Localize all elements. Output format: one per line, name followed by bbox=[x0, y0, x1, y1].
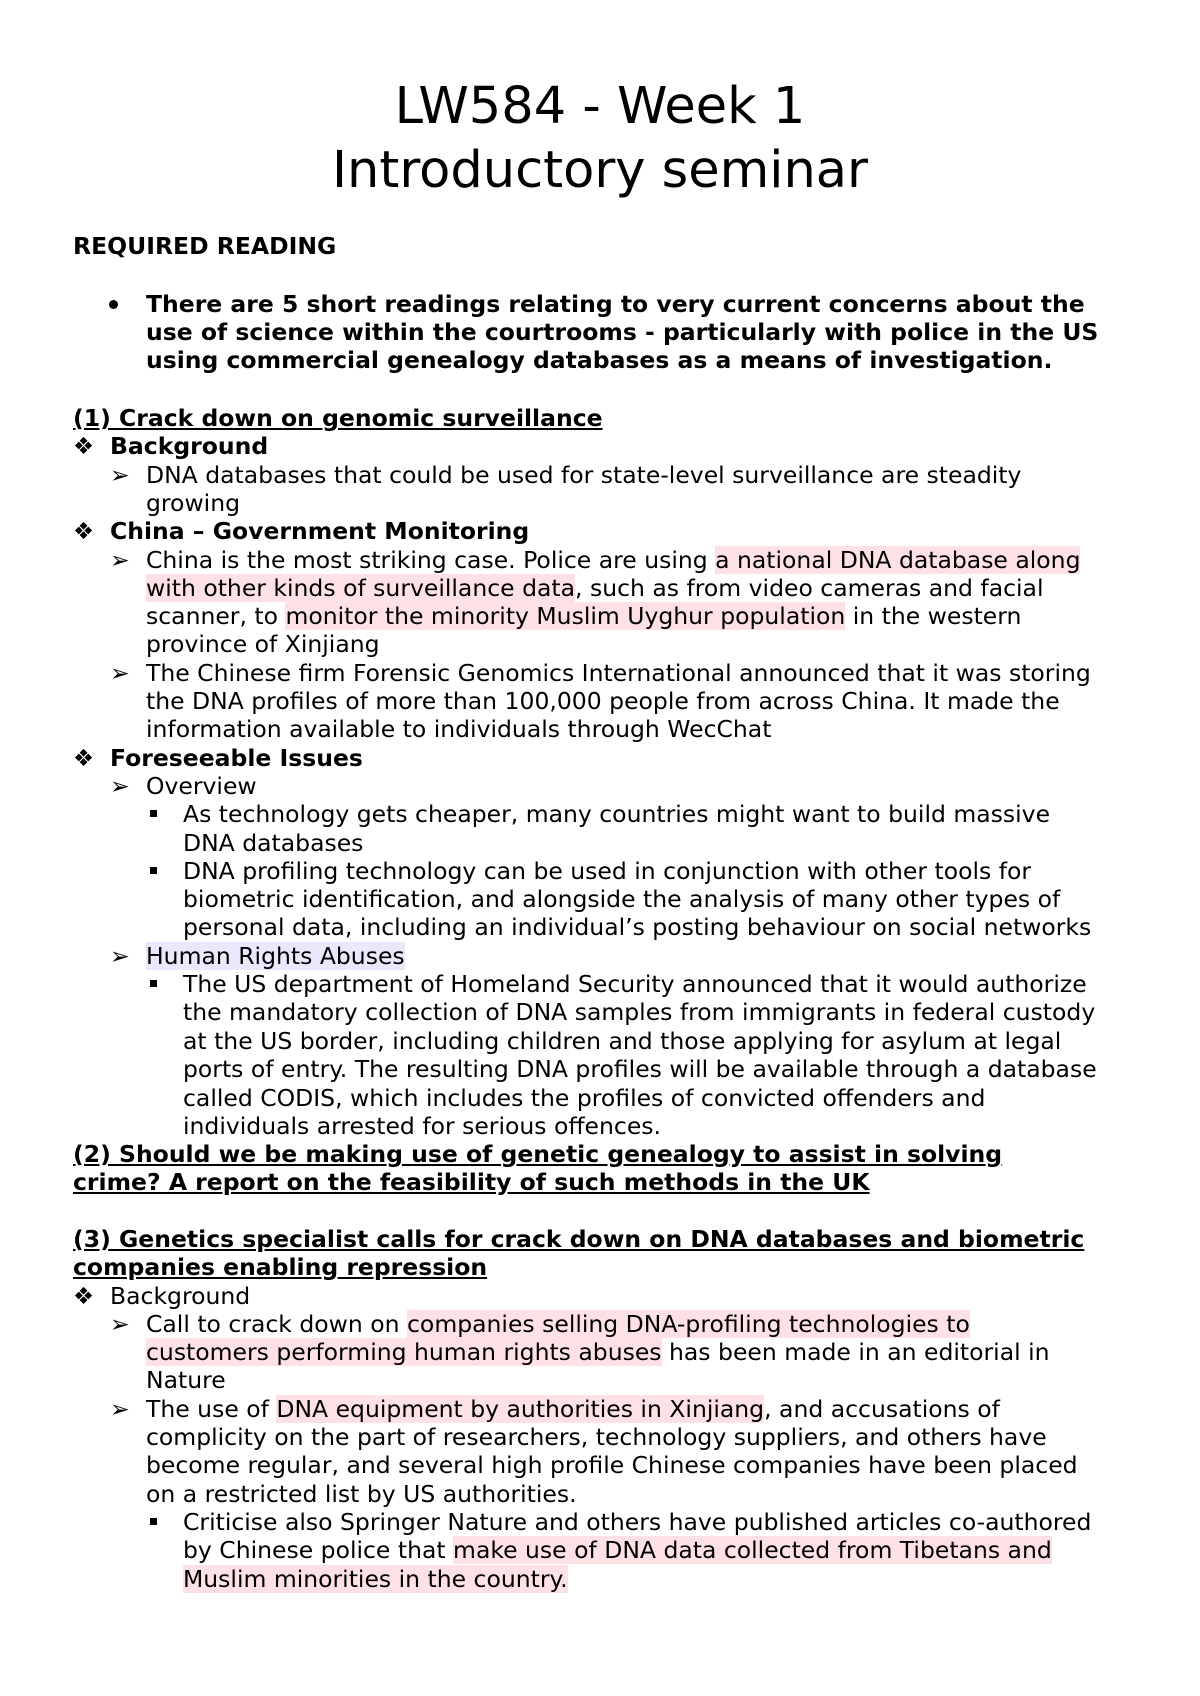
list-item-line: personal data, including an individual’s posting behaviour on social networks bbox=[183, 913, 1092, 941]
diamond-bullet-icon: ❖ bbox=[73, 432, 95, 460]
china-label: China – Government Monitoring bbox=[110, 517, 530, 545]
list-item-line: the mandatory collection of DNA samples from immigrants in federal custody bbox=[183, 998, 1096, 1026]
arrow-bullet-icon: ➢ bbox=[110, 461, 130, 489]
list-item-line: As technology gets cheaper, many countries might want to build massive bbox=[183, 800, 1051, 828]
list-item-line: on a restricted list by US authorities. bbox=[146, 1480, 577, 1508]
list-item-line: Call to crack down on companies selling DNA-profiling technologies to bbox=[146, 1310, 970, 1338]
list-item-line: called CODIS, which includes the profiles of convicted offenders and bbox=[183, 1084, 986, 1112]
list-item-line: at the US border, including children and those applying for asylum at legal bbox=[183, 1027, 1062, 1055]
arrow-bullet-icon: ➢ bbox=[110, 659, 130, 687]
highlight: monitor the minority Muslim Uyghur population bbox=[285, 602, 846, 630]
bullet-dot bbox=[109, 300, 118, 309]
list-item-line: customers performing human rights abuses has been made in an editorial in bbox=[146, 1338, 1050, 1366]
list-item-line: The Chinese firm Forensic Genomics International announced that it was storing bbox=[146, 659, 1091, 687]
list-item-line: become regular, and several high profile Chinese companies have been placed bbox=[146, 1451, 1078, 1479]
arrow-bullet-icon: ➢ bbox=[110, 546, 130, 574]
list-item-line: growing bbox=[146, 489, 240, 517]
diamond-bullet-icon: ❖ bbox=[73, 744, 95, 772]
list-item-line: the DNA profiles of more than 100,000 people from across China. It made the bbox=[146, 687, 1060, 715]
section3-heading: companies enabling repression bbox=[73, 1253, 488, 1281]
reading-summary-line: using commercial genealogy databases as a means of investigation. bbox=[146, 346, 1053, 374]
highlight: make use of DNA data collected from Tibetans and bbox=[453, 1536, 1052, 1564]
reading-summary-line: There are 5 short readings relating to very current concerns about the bbox=[146, 290, 1085, 318]
diamond-bullet-icon: ❖ bbox=[73, 1282, 95, 1310]
list-item-line: scanner, to monitor the minority Muslim Uyghur population in the western bbox=[146, 602, 1022, 630]
list-item-line bbox=[183, 1565, 568, 1593]
list-item-line: DNA profiling technology can be used in conjunction with other tools for bbox=[183, 857, 1032, 885]
list-item-line: ports of entry. The resulting DNA profiles will be available through a database bbox=[183, 1055, 1097, 1083]
list-item-line: with other kinds of surveillance data, such as from video cameras and facial bbox=[146, 574, 1044, 602]
list-item-line: biometric identification, and alongside the analysis of many other types of bbox=[183, 885, 1061, 913]
reading-summary-line: use of science within the courtrooms - particularly with police in the US bbox=[146, 318, 1099, 346]
arrow-bullet-icon: ➢ bbox=[110, 772, 130, 800]
list-item-line: The use of DNA equipment by authorities in Xinjiang, and accusations of bbox=[146, 1395, 1000, 1423]
document-title-line1: LW584 - Week 1 bbox=[394, 77, 806, 136]
section2-heading: crime? A report on the feasibility of such methods in the UK bbox=[73, 1168, 870, 1196]
square-bullet-icon bbox=[150, 810, 157, 817]
list-item-line: complicity on the part of researchers, technology suppliers, and others have bbox=[146, 1423, 1047, 1451]
arrow-bullet-icon: ➢ bbox=[110, 1310, 130, 1338]
list-item-line: Nature bbox=[146, 1366, 226, 1394]
highlight: DNA equipment by authorities in Xinjiang bbox=[276, 1395, 765, 1423]
human-rights-abuses-label bbox=[146, 942, 405, 970]
highlight: customers performing human rights abuses bbox=[146, 1338, 662, 1366]
square-bullet-icon bbox=[150, 980, 157, 987]
highlight: Muslim minorities in the country. bbox=[183, 1565, 568, 1593]
highlight: Human Rights Abuses bbox=[146, 942, 405, 970]
list-item-line: by Chinese police that make use of DNA data collected from Tibetans and bbox=[183, 1536, 1052, 1564]
square-bullet-icon bbox=[150, 867, 157, 874]
list-item-line: Criticise also Springer Nature and others have published articles co-authored bbox=[183, 1508, 1092, 1536]
highlight: companies selling DNA-profiling technologies to bbox=[407, 1310, 970, 1338]
diamond-bullet-icon: ❖ bbox=[73, 517, 95, 545]
document-title-line2: Introductory seminar bbox=[331, 141, 869, 200]
background-label: Background bbox=[110, 432, 269, 460]
list-item-line: China is the most striking case. Police are using a national DNA database along bbox=[146, 546, 1081, 574]
list-item-line: province of Xinjiang bbox=[146, 630, 380, 658]
list-item-line: DNA databases that could be used for state-level surveillance are steadity bbox=[146, 461, 1022, 489]
list-item-line: DNA databases bbox=[183, 829, 364, 857]
list-item-line: individuals arrested for serious offences. bbox=[183, 1112, 661, 1140]
required-reading-heading: REQUIRED READING bbox=[73, 232, 337, 260]
section1-heading: (1) Crack down on genomic surveillance bbox=[73, 404, 603, 432]
square-bullet-icon bbox=[150, 1518, 157, 1525]
background-label: Background bbox=[110, 1282, 251, 1310]
highlight: a national DNA database along bbox=[715, 546, 1081, 574]
section2-heading: (2) Should we be making use of genetic genealogy to assist in solving bbox=[73, 1140, 1003, 1168]
list-item-line: information available to individuals through WecChat bbox=[146, 715, 772, 743]
arrow-bullet-icon: ➢ bbox=[110, 942, 130, 970]
section3-heading: (3) Genetics specialist calls for crack down on DNA databases and biometric bbox=[73, 1225, 1085, 1253]
arrow-bullet-icon: ➢ bbox=[110, 1395, 130, 1423]
foreseeable-issues-label: Foreseeable Issues bbox=[110, 744, 363, 772]
overview-label: Overview bbox=[146, 772, 257, 800]
highlight: with other kinds of surveillance data bbox=[146, 574, 576, 602]
list-item-line: The US department of Homeland Security announced that it would authorize bbox=[183, 970, 1087, 998]
